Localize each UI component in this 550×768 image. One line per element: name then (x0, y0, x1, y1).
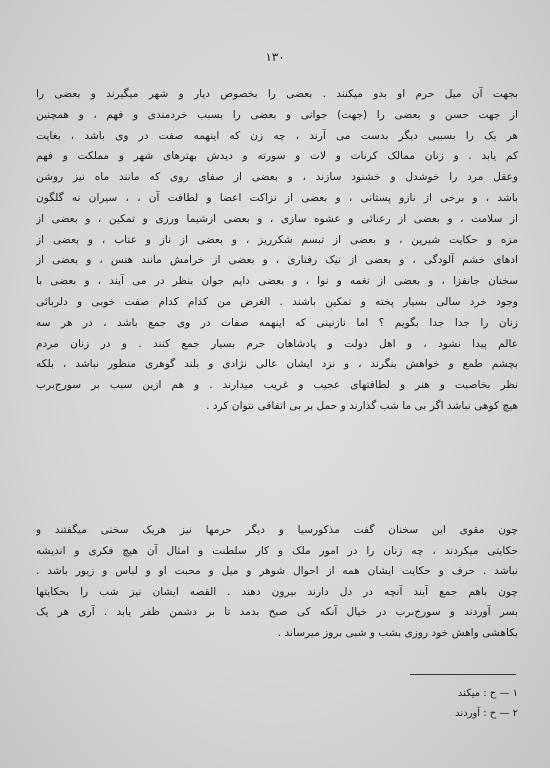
text-line: زنان را جدا جدا بگویم ؟ اما نازنینی که اینهمه صفات در وی جمع باشد ، در هر سه (36, 316, 518, 329)
text-line: بچشم طمع و خواهش بنگرند ، و نزد ایشان عالی نژادی و بلند گوهری منظور نباشد ، بلکه (36, 358, 518, 371)
text-line: سخنان جانفزا ، و بعضی از نغمه و نوا ، و بعضی دایم جوان بنظر در می آیند ، و بعضی با (36, 275, 518, 288)
text-line: چون مقوی این سخنان گفت مذکورسیا و دیگر حرمها نیز هریک سخنی میگفتند و (36, 524, 518, 536)
text-line: وعقل مرد را خوشدل و خشنود سازند ، و بعضی از صفای روی که مانند ماه نیز روشن (36, 171, 518, 184)
text-line: بکاهشی واهش خود روزی بشب و شبی بروز میرساند . (277, 626, 518, 639)
paragraph-1 (36, 84, 518, 417)
footnote: ۱ — ح : میکند (457, 688, 518, 699)
footnotes (300, 684, 518, 724)
text-line: از جهت حسن و بعضی را (جهت) جوانی و بعضی را بسبب خردمندی و فهم ، و همچنین (36, 108, 518, 121)
page-number: ۱۳۰ (265, 50, 285, 64)
text-line: هیچ کوهی نباشد اگر بی ما شب گذارند و حمل بر بی اتفاقی نتوان کرد . (206, 399, 518, 412)
paragraph-2 (36, 520, 518, 644)
text-line: ادهای خشم آلودگی ، و بعضی از نیک رفتاری ، و بعضی از خرامش مانند هنس ، و بعضی از (36, 254, 518, 267)
text-line: حکایتی میکردند ، چه زنان را در امور ملک و کار سلطنت و امثال آن هیچ فکری و اندیشه (36, 544, 518, 557)
footnote: ۲ — ح : آوردند (455, 708, 518, 719)
text-line: مزه و حکایت شیرین ، و بعضی از تبسم شکرریز ، و بعضی از ناز و عتاب ، و بعضی از (36, 233, 518, 246)
text-line: باشد ، و برخی از نازو پستانی ، و بعضی از نزاکت اعضا و لطافت آن ، ، سیران نه گلگون (36, 191, 518, 204)
text-line: وجود خرد سالی بسیار پخته و تمکین باشند . الغرض من کدام کدام صفت خوبی و دلربائی (36, 295, 518, 308)
footnote-divider (410, 674, 516, 675)
text-line: کم یابد . و زنان ممالک کرنات و لات و سورته و دیدش بهترهای شهر و مملکت و فهم (36, 150, 518, 163)
text-line: عالم پیدا نشود ، و اهل دولت و پادشاهان حرم بسیار جمع کنند . و در زنان مردم (36, 337, 518, 350)
text-line: چون باهم جمع آیند آنچه در دل دارند بیرون دهند . القصه ایشان نیز شب را بحکایتها (36, 585, 518, 598)
text-line: هر یک را بسببی دیگر بدست می آرند ، چه زن که اینهمه صفت در وی باشد ، بغایت (36, 129, 518, 142)
text-line: بجهت آن میل حرم او بدو میکنند . بعضی را بخصوص دیار و شهر میگیرند و بعضی را (36, 88, 518, 100)
text-line: نظر بخاصیت و هنر و لطافتهای عجیب و غریب میدارند . و هم ازین سبب بر سورج‌برب (36, 379, 518, 392)
text-line: از سلامت ، و بعضی از رعنائی و عشوه سازی ، و بعضی ازشیما ورزی و تمکین ، و بعضی از (36, 212, 518, 225)
text-line: نباشد . حرف و حکایت ایشان همه از احوال شوهر و میل و محبت او و لباس و زیور باشد . (36, 565, 518, 578)
text-line: بسر آوردند و سورج‌برب در خیال آنکه کی صبح بدمد تا بر دشمن ظفر یابد . آری هر یک (36, 606, 518, 619)
